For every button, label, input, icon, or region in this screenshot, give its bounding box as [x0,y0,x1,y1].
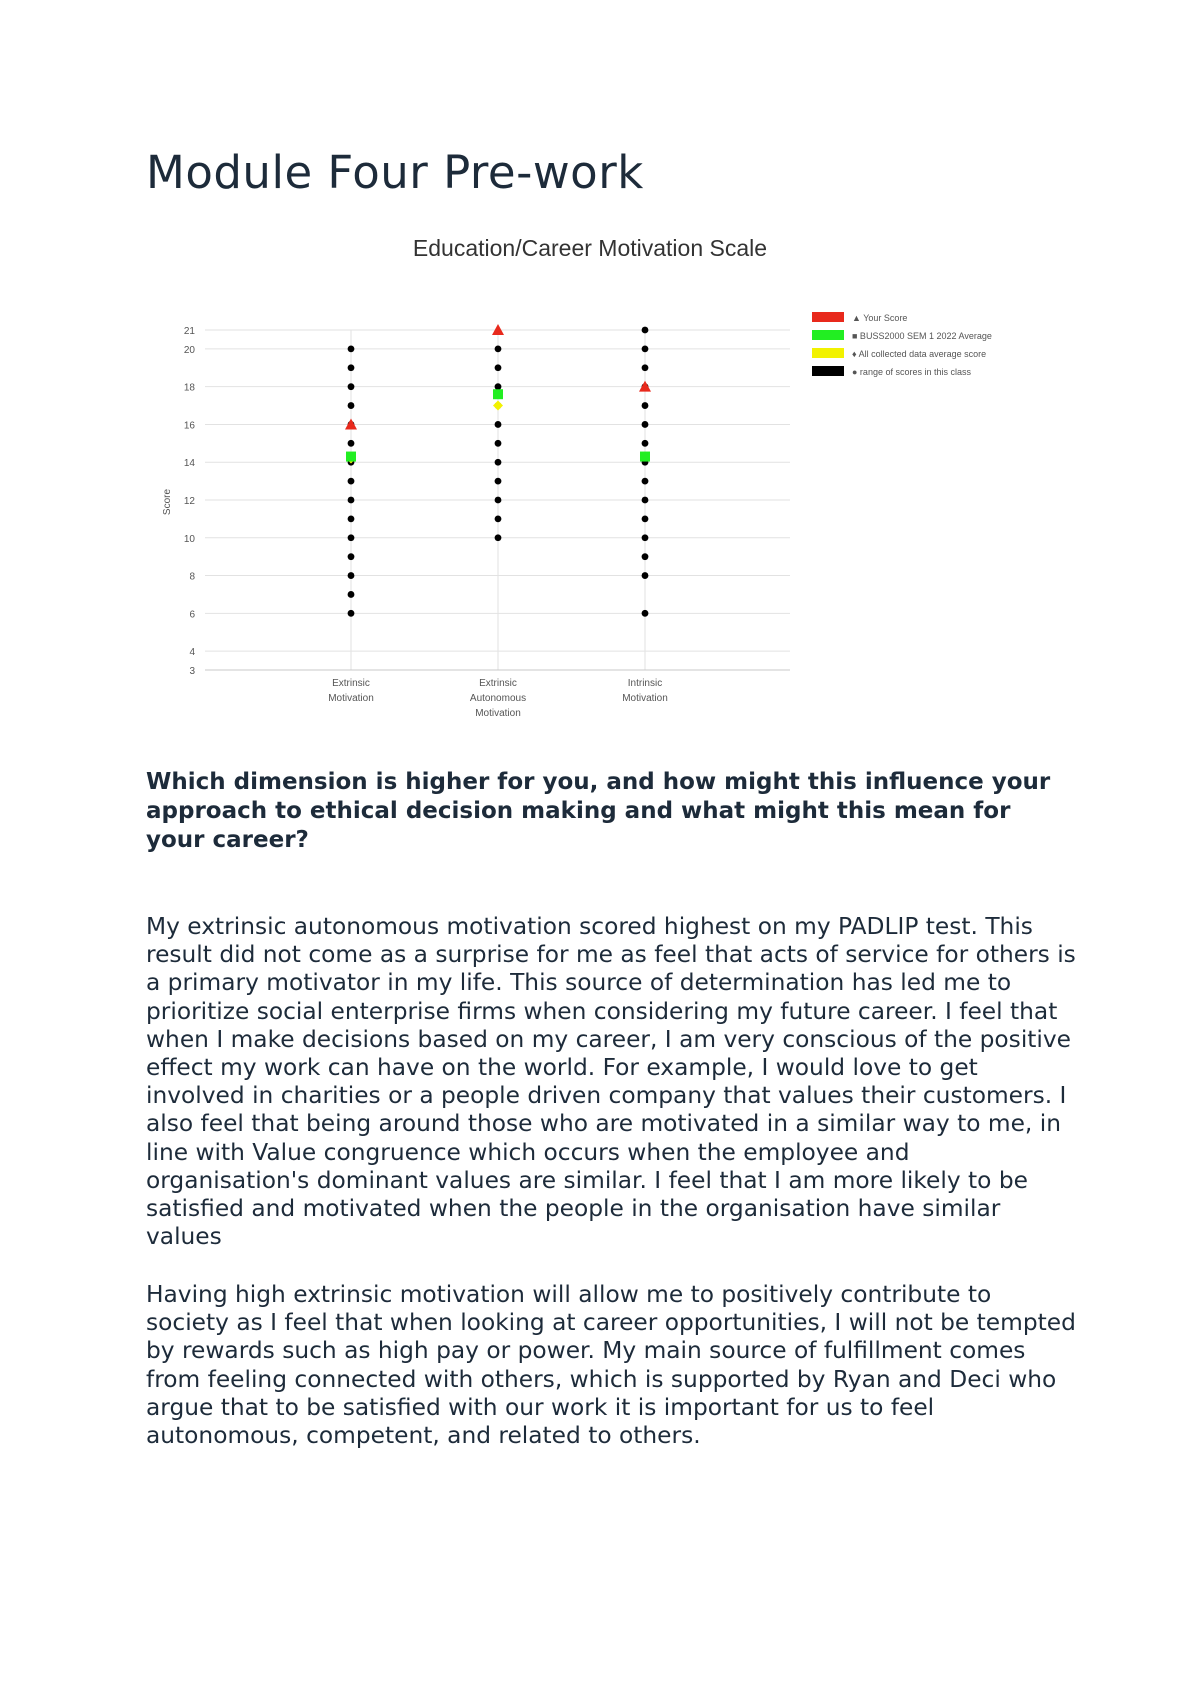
answer-paragraph-1: My extrinsic autonomous motivation scored highest on my PADLIP test. This result did not come as a surprise for me as feel that acts of service for others is a primary motivator in my life. This source of determination has led me to prioritize social enterprise firms when considering my future career. I feel that when I make decisions based on my career, I am very conscious of the positive effect my work can have on the world. For example, I would love to get involved in charities or a people driven company that values their customers. I also feel that being around those who are motivated in a similar way to me, in line with Value congruence which occurs when the employee and organisation's dominant values are similar. I feel that I am more likely to be satisfied and motivated when the people in the organisation have similar values [146,913,1076,1251]
page-title: Module Four Pre-work [146,146,644,199]
range-point [495,421,502,428]
x-tick-label: Autonomous [469,693,527,704]
range-point [642,327,649,334]
legend-swatch [812,330,844,340]
x-tick-label: Extrinsic [332,678,370,689]
range-point [348,383,355,390]
y-tick-label: 3 [189,666,195,677]
y-axis-ticks [184,326,196,677]
range-point [495,515,502,522]
chart-title: Education/Career Motivation Scale [412,235,768,261]
x-tick-label: Intrinsic [627,678,663,689]
range-point [348,478,355,485]
y-tick-label: 10 [183,533,195,545]
y-tick-label: 21 [183,326,195,337]
answer-paragraph-2: Having high extrinsic motivation will allow me to positively contribute to society as I feel that when looking at career opportunities, I will not be tempted by rewards such as high pay or power. My main source of fulfillment comes from feeling connected with others, which is supported by Ryan and Deci who argue that to be satisfied with our work it is important for us to feel autonomous, competent, and related to others. [146,1281,1076,1450]
range-point [495,440,502,447]
overall-average-point [493,401,503,411]
y-axis-label: Score [162,488,173,516]
range-point [348,497,355,504]
range-point [642,364,649,371]
range-point [495,383,502,390]
range-point [495,345,502,352]
range-point [642,478,649,485]
legend-swatch [812,348,844,358]
range-point [495,459,502,466]
chart-svg [150,230,1050,740]
range-point [642,534,649,541]
range-point [642,515,649,522]
question-heading: Which dimension is higher for you, and how might this influence your approach to ethical decision making and what might this mean for your career? [146,769,1051,853]
y-tick-label: 16 [183,420,195,432]
y-tick-label: 20 [183,344,195,356]
class-average-point [493,389,503,399]
range-point [348,440,355,447]
range-point [348,515,355,522]
x-axis-ticks [328,678,668,719]
range-point [642,402,649,409]
range-point [495,497,502,504]
range-point [642,440,649,447]
range-point [348,345,355,352]
legend-label: ● range of scores in this class [852,367,971,377]
y-tick-label: 4 [189,647,195,659]
legend-swatch [812,366,844,376]
legend-label: ♦ All collected data average score [852,349,987,359]
x-tick-label: Motivation [475,708,521,719]
y-tick-label: 14 [183,458,195,470]
range-point [642,421,649,428]
range-point [642,345,649,352]
range-point [642,572,649,579]
chart-legend [812,312,992,377]
range-point [348,364,355,371]
x-tick-label: Motivation [622,693,668,704]
legend-label: ▲ Your Score [852,313,908,323]
legend-swatch [812,312,844,322]
class-average-point [640,452,650,462]
y-tick-label: 8 [189,571,195,583]
y-tick-label: 12 [183,496,195,507]
motivation-chart [150,230,1050,740]
range-point [642,497,649,504]
class-average-point [346,452,356,462]
range-point [348,572,355,579]
range-point [495,534,502,541]
y-tick-label: 6 [189,609,195,621]
legend-label: ■ BUSS2000 SEM 1 2022 Average [852,331,992,341]
x-tick-label: Extrinsic [479,678,517,689]
range-point [348,402,355,409]
range-point [348,591,355,598]
range-point [495,478,502,485]
range-point [642,610,649,617]
range-point [348,553,355,560]
range-point [495,364,502,371]
x-tick-label: Motivation [328,693,374,704]
y-tick-label: 18 [183,382,195,394]
range-point [348,610,355,617]
range-point [348,534,355,541]
range-point [642,553,649,560]
